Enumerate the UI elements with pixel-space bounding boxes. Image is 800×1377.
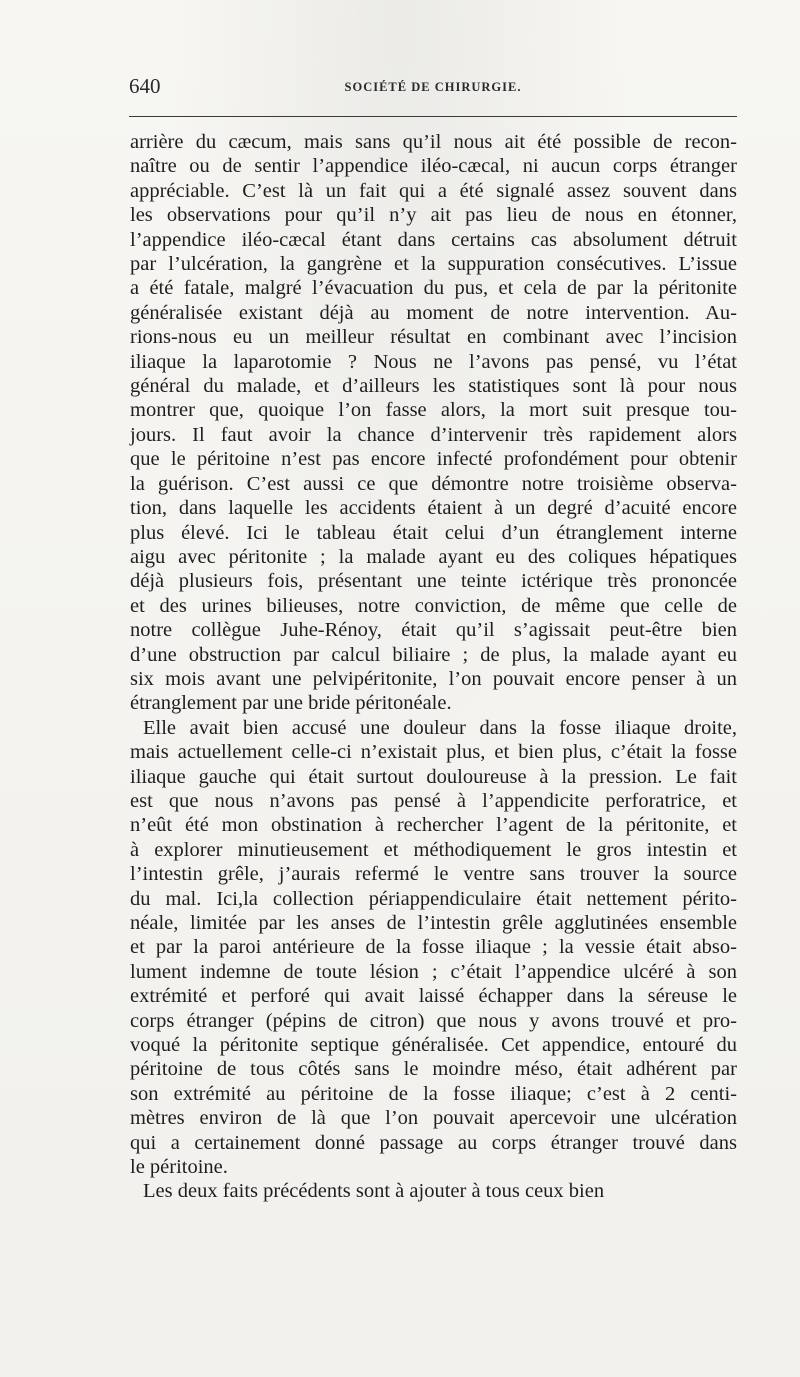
text-line: généralisée existant déjà au moment de notre intervention. Au-: [130, 301, 737, 324]
text-line: extrémité et perforé qui avait laissé échapper dans la séreuse le: [130, 985, 737, 1008]
text-line: général du malade, et d’ailleurs les statistiques sont là pour nous: [130, 375, 737, 398]
running-head: SOCIÉTÉ DE CHIRURGIE.: [344, 80, 522, 94]
text-line: la guérison. C’est aussi ce que démontre notre troisième observa-: [130, 472, 737, 495]
text-line: naître ou de sentir l’appendice iléo-cæcal, ni aucun corps étranger: [130, 155, 737, 178]
text-line: iliaque gauche qui était surtout douloureuse à la pression. Le fait: [130, 765, 737, 788]
text-line: l’intestin grêle, j’aurais refermé le ventre sans trouver la source: [130, 863, 737, 886]
text-line: jours. Il faut avoir la chance d’intervenir très rapidement alors: [130, 423, 737, 446]
text-line: à explorer minutieusement et méthodiquement le gros intestin et: [130, 838, 737, 861]
text-line: péritoine de tous côtés sans le moindre méso, était adhérent par: [130, 1058, 737, 1081]
text-line: du mal. Ici,la collection périappendiculaire était nettement périto-: [130, 887, 737, 910]
text-line: tion, dans laquelle les accidents étaient à un degré d’acuité encore: [130, 497, 737, 520]
body-text: [130, 130, 737, 1204]
text-line: lument indemne de toute lésion ; c’était l’appendice ulcéré à son: [130, 960, 737, 983]
text-line: déjà plusieurs fois, présentant une teinte ictérique très prononcée: [130, 570, 737, 593]
page-number: 640: [129, 74, 161, 98]
text-line: néale, limitée par les anses de l’intestin grêle agglutinées ensemble: [130, 912, 737, 934]
text-line: corps étranger (pépins de citron) que nous y avons trouvé et pro-: [130, 1009, 737, 1032]
text-line: est que nous n’avons pas pensé à l’appendicite perforatrice, et: [130, 789, 737, 812]
paragraph-2: [130, 716, 737, 1180]
text-line: rions-nous eu un meilleur résultat en combinant avec l’incision: [130, 326, 737, 349]
text-line: notre collègue Juhe-Rénoy, était qu’il s’agissait peut-être bien: [130, 619, 737, 642]
text-line: qui a certainement donné passage au corps étranger trouvé dans: [130, 1131, 737, 1154]
page-header: [129, 74, 737, 102]
text-line: n’eût été mon obstination à rechercher l’agent de la péritonite, et: [130, 814, 737, 837]
text-line: l’appendice iléo-cæcal étant dans certains cas absolument détruit: [130, 228, 737, 251]
text-line: voqué la péritonite septique généralisée. Cet appendice, entouré du: [130, 1034, 737, 1057]
text-line: mètres environ de là que l’on pouvait apercevoir une ulcération: [130, 1107, 737, 1130]
text-line: que le péritoine n’est pas encore infecté profondément pour obtenir: [130, 448, 737, 471]
text-line: et par la paroi antérieure de la fosse iliaque ; la vessie était abso-: [130, 936, 737, 959]
text-line: arrière du cæcum, mais sans qu’il nous ait été possible de recon-: [130, 131, 737, 153]
paragraph-1: [130, 130, 737, 716]
text-line: d’une obstruction par calcul biliaire ; de plus, la malade ayant eu: [130, 643, 737, 666]
paragraph-3: [130, 1179, 737, 1203]
text-line: Elle avait bien accusé une douleur dans la fosse iliaque droite,: [143, 716, 737, 739]
text-line: aigu avec péritonite ; la malade ayant eu des coliques hépatiques: [130, 545, 737, 568]
text-line: étranglement par une bride péritonéale.: [130, 692, 452, 715]
text-line: par l’ulcération, la gangrène et la suppuration consécutives. L’issue: [130, 253, 737, 276]
text-line: son extrémité au péritoine de la fosse iliaque; c’est à 2 centi-: [130, 1082, 737, 1105]
text-line: le péritoine.: [130, 1156, 228, 1179]
text-line: et des urines bilieuses, notre conviction, de même que celle de: [130, 594, 737, 617]
text-line: les observations pour qu’il n’y ait pas lieu de nous en étonner,: [130, 204, 737, 227]
header-rule: [129, 116, 737, 117]
text-line: six mois avant une pelvipéritonite, l’on pouvait encore penser à un: [130, 667, 737, 690]
text-line: iliaque la laparotomie ? Nous ne l’avons pas pensé, vu l’état: [130, 350, 737, 373]
text-line: Les deux faits précédents sont à ajouter à tous ceux bien: [143, 1180, 605, 1203]
text-line: plus élevé. Ici le tableau était celui d’un étranglement interne: [130, 521, 737, 544]
text-line: montrer que, quoique l’on fasse alors, la mort suit presque tou-: [130, 399, 737, 422]
text-line: appréciable. C’est là un fait qui a été signalé assez souvent dans: [130, 179, 737, 202]
text-line: mais actuellement celle-ci n’existait plus, et bien plus, c’était la fosse: [130, 741, 737, 764]
text-line: a été fatale, malgré l’évacuation du pus, et cela de par la péritonite: [130, 277, 737, 300]
